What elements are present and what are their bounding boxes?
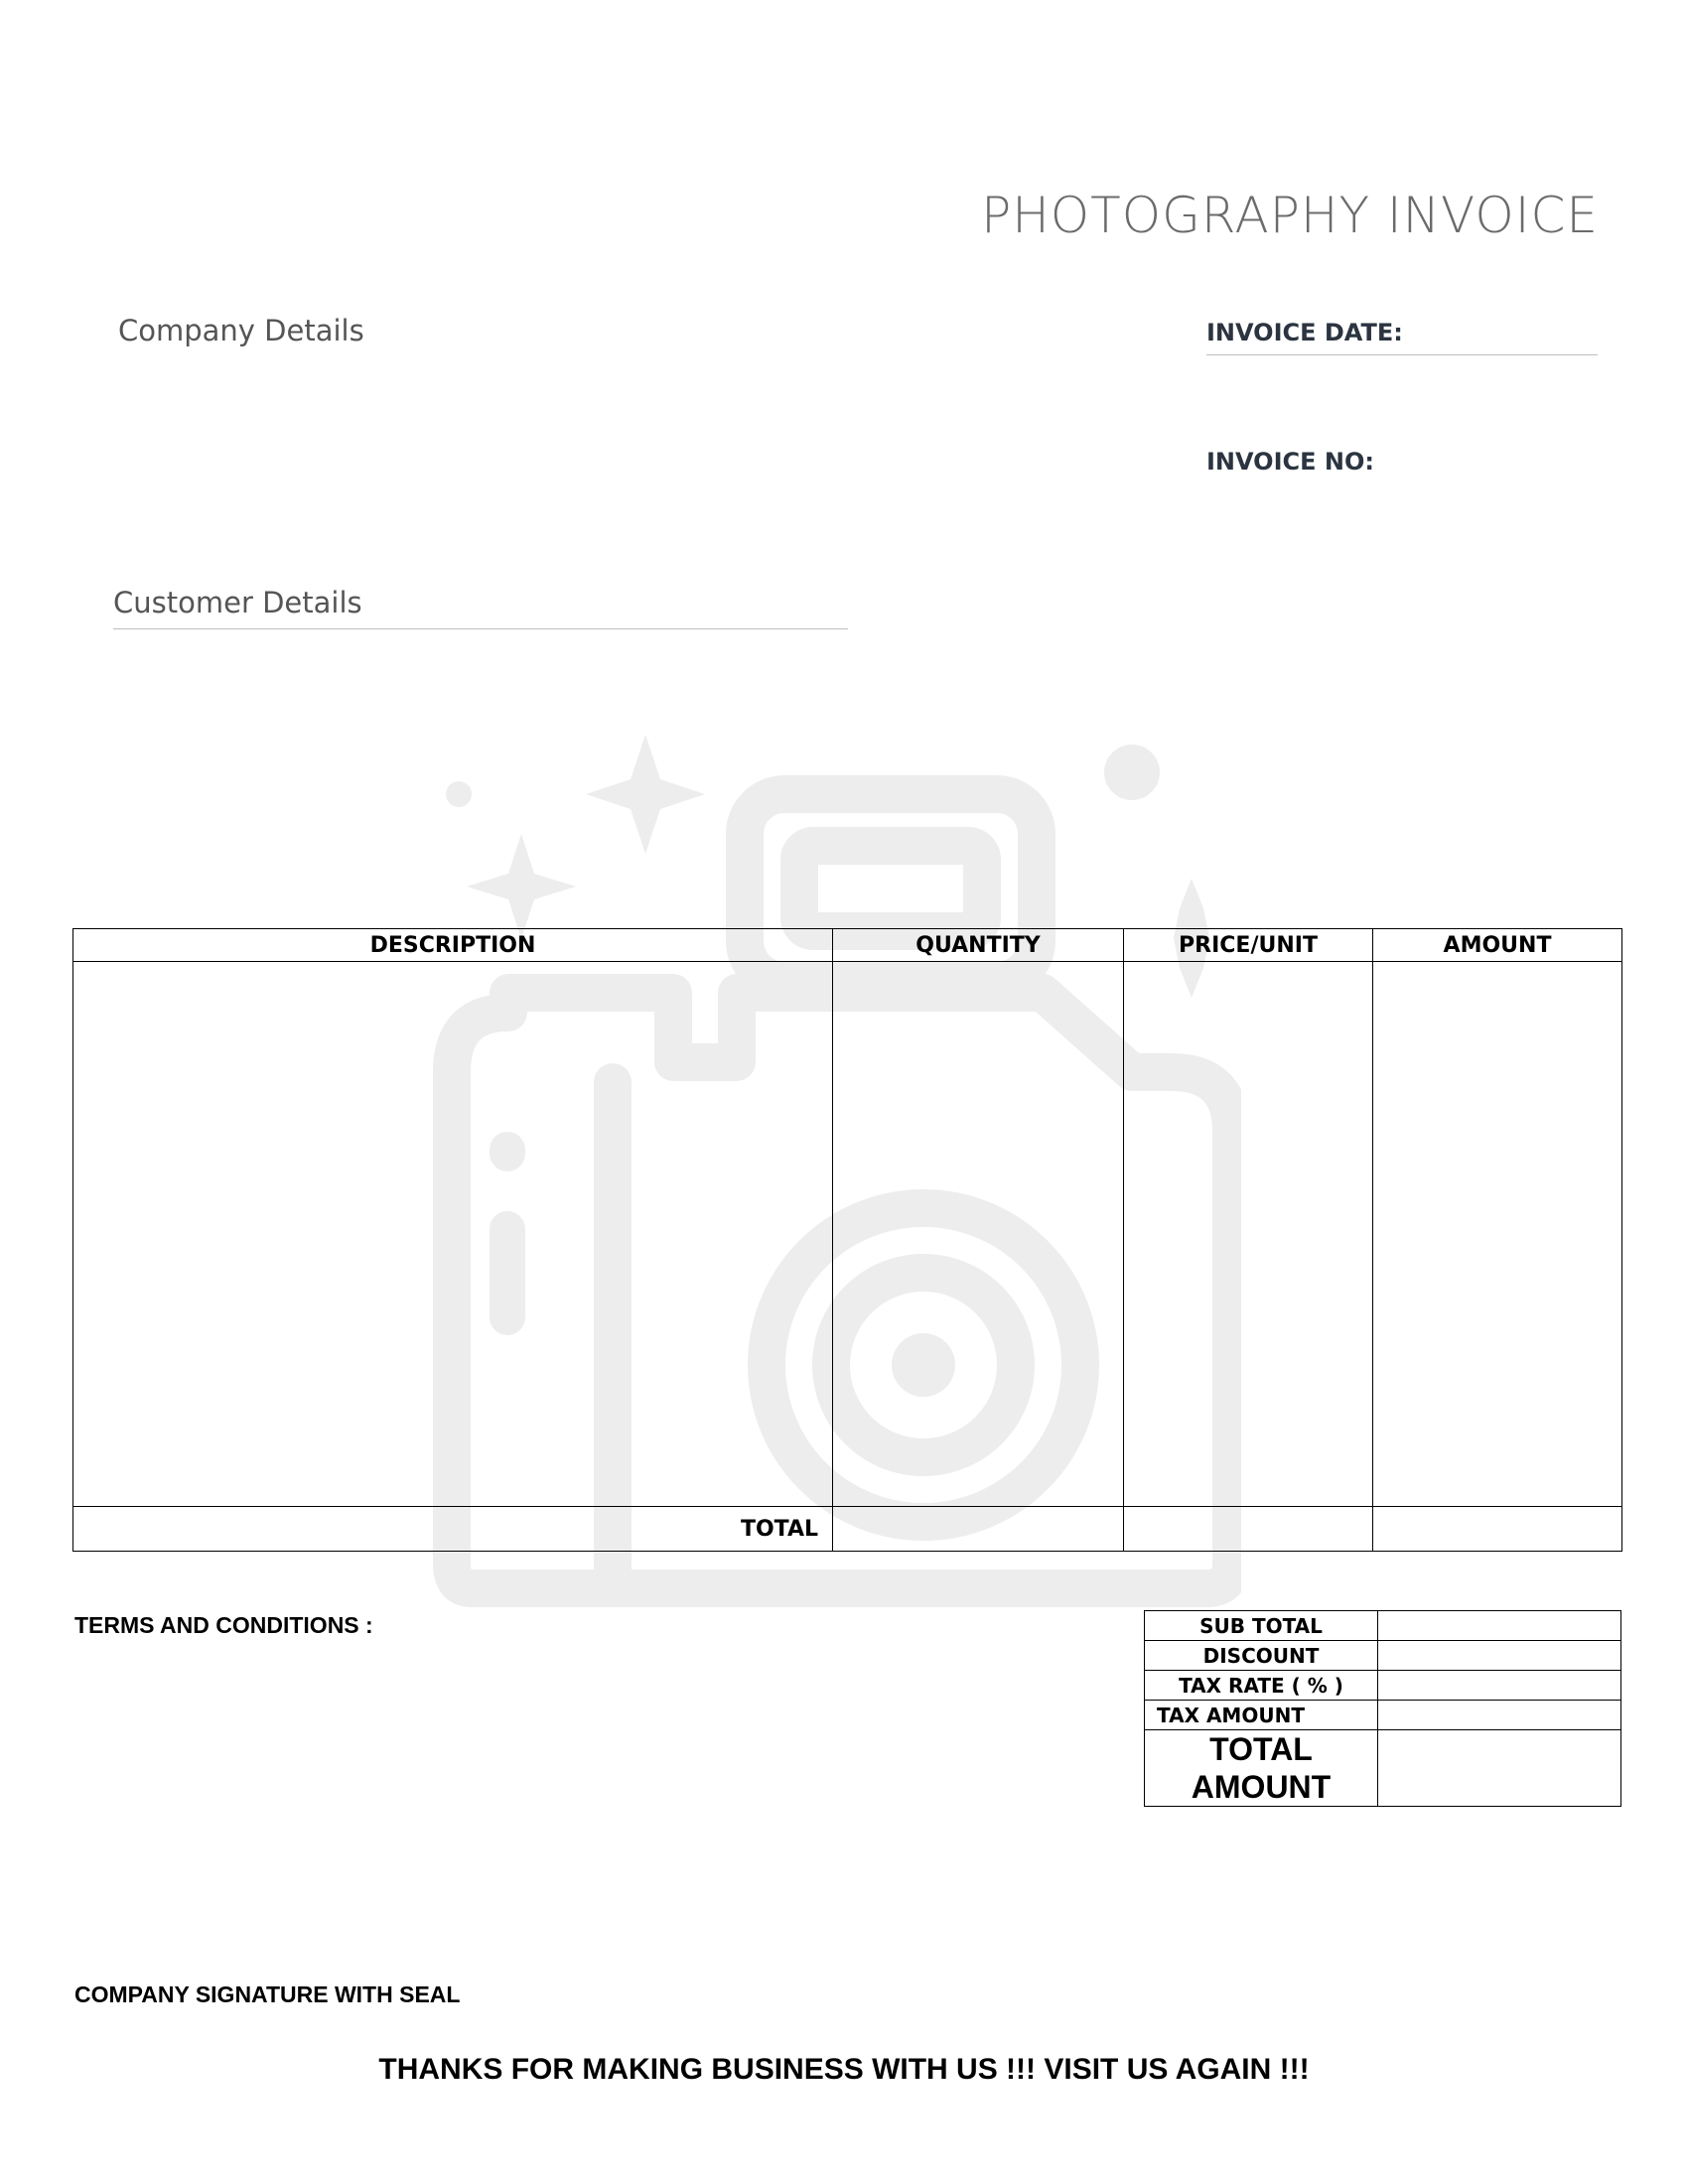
- column-header-amount: AMOUNT: [1373, 929, 1622, 962]
- invoice-no-label: INVOICE NO:: [1206, 448, 1374, 476]
- column-header-description: DESCRIPTION: [73, 929, 833, 962]
- company-details-label: Company Details: [118, 314, 364, 347]
- summary-row: [1145, 1611, 1621, 1641]
- items-table-total-row: [73, 1507, 1622, 1552]
- invoice-date-divider: [1206, 354, 1598, 355]
- summary-row: [1145, 1701, 1621, 1730]
- summary-row: [1145, 1730, 1621, 1807]
- summary-table: [1144, 1610, 1621, 1807]
- total-label: TOTAL: [73, 1507, 833, 1552]
- document-title: PHOTOGRAPHY INVOICE: [981, 187, 1599, 244]
- customer-details-divider: [113, 628, 848, 629]
- tax-amount-label: TAX AMOUNT: [1145, 1701, 1378, 1730]
- items-table-body-row: [73, 962, 1622, 1507]
- column-header-price-unit: PRICE/UNIT: [1124, 929, 1373, 962]
- total-amount-cell[interactable]: [1373, 1507, 1622, 1552]
- summary-row: [1145, 1671, 1621, 1701]
- total-amount-label-line2: AMOUNT: [1191, 1769, 1332, 1805]
- customer-details-label: Customer Details: [113, 586, 362, 619]
- total-amount-label-line1: TOTAL: [1209, 1731, 1313, 1767]
- discount-value[interactable]: [1378, 1641, 1621, 1671]
- items-table: [72, 928, 1621, 1554]
- sub-total-label: SUB TOTAL: [1145, 1611, 1378, 1641]
- summary-row: [1145, 1641, 1621, 1671]
- invoice-date-label: INVOICE DATE:: [1206, 319, 1403, 346]
- amount-cell[interactable]: [1373, 962, 1622, 1507]
- tax-rate-value[interactable]: [1378, 1671, 1621, 1701]
- price-unit-cell[interactable]: [1124, 962, 1373, 1507]
- total-quantity-cell[interactable]: [833, 1507, 1124, 1552]
- tax-rate-label: TAX RATE ( % ): [1145, 1671, 1378, 1701]
- quantity-cell[interactable]: [833, 962, 1124, 1507]
- company-signature-label: COMPANY SIGNATURE WITH SEAL: [74, 1981, 461, 2007]
- total-price-unit-cell[interactable]: [1124, 1507, 1373, 1552]
- description-cell[interactable]: [73, 962, 833, 1507]
- terms-and-conditions-label: TERMS AND CONDITIONS :: [74, 1612, 373, 1638]
- total-amount-value[interactable]: [1378, 1730, 1621, 1807]
- sub-total-value[interactable]: [1378, 1611, 1621, 1641]
- column-header-quantity: QUANTITY: [833, 929, 1124, 962]
- footer-message: THANKS FOR MAKING BUSINESS WITH US !!! VISIT US AGAIN !!!: [378, 2053, 1310, 2086]
- total-amount-label: [1145, 1730, 1378, 1807]
- tax-amount-value[interactable]: [1378, 1701, 1621, 1730]
- items-table-header-row: [73, 929, 1622, 962]
- discount-label: DISCOUNT: [1145, 1641, 1378, 1671]
